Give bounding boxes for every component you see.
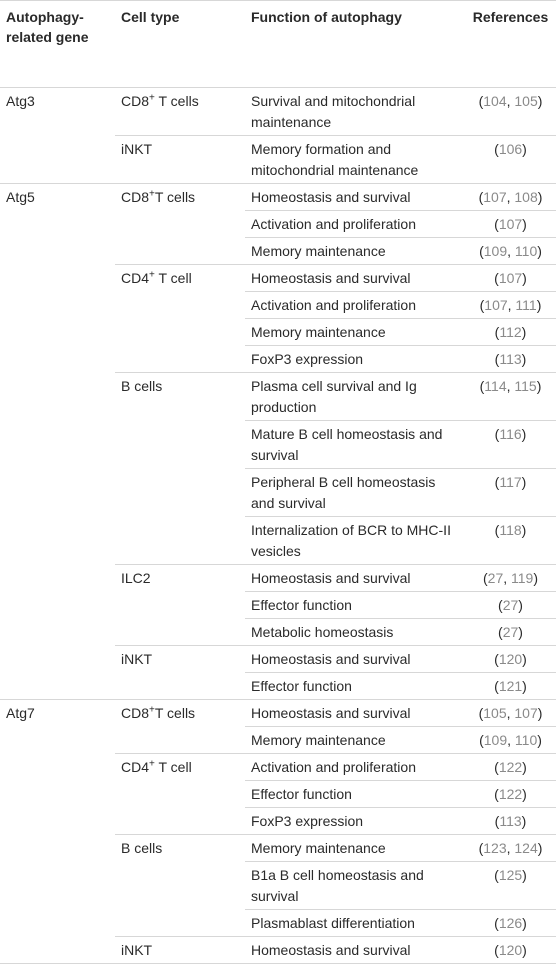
references-cell: (118): [465, 517, 556, 565]
function-cell: Homeostasis and survival: [245, 565, 465, 592]
function-cell: Memory maintenance: [245, 319, 465, 346]
superscript: +: [149, 188, 155, 200]
function-cell: Homeostasis and survival: [245, 184, 465, 211]
reference-link[interactable]: 107: [484, 297, 508, 313]
references-cell: (117): [465, 469, 556, 517]
references-cell: (105, 107): [465, 700, 556, 727]
references-cell: (113): [465, 808, 556, 835]
function-cell: FoxP3 expression: [245, 346, 465, 373]
table-body: [0, 88, 556, 964]
gene-cell: Atg3: [0, 88, 115, 184]
function-cell: FoxP3 expression: [245, 808, 465, 835]
function-cell: Memory maintenance: [245, 835, 465, 862]
references-cell: (125): [465, 862, 556, 910]
header-references: References: [465, 1, 556, 88]
cell-type-cell: B cells: [115, 373, 245, 565]
reference-link[interactable]: 122: [498, 786, 523, 802]
references-cell: (113): [465, 346, 556, 373]
reference-link[interactable]: 110: [514, 243, 538, 259]
table-row: [0, 88, 556, 136]
table-row: [0, 700, 556, 727]
cell-type-cell: B cells: [115, 835, 245, 937]
function-cell: Internalization of BCR to MHC-II vesicles: [245, 517, 465, 565]
reference-link[interactable]: 113: [499, 813, 522, 829]
references-cell: (27): [465, 619, 556, 646]
reference-link[interactable]: 107: [498, 216, 523, 232]
references-cell: (107): [465, 211, 556, 238]
function-cell: Effector function: [245, 592, 465, 619]
cell-type-cell: ILC2: [115, 565, 245, 646]
reference-link[interactable]: 121: [498, 678, 523, 694]
function-cell: Survival and mitochondrial maintenance: [245, 88, 465, 136]
reference-link[interactable]: 120: [498, 942, 523, 958]
references-cell: (27, 119): [465, 565, 556, 592]
gene-cell: Atg7: [0, 700, 115, 964]
function-cell: Metabolic homeostasis: [245, 619, 465, 646]
function-cell: Memory formation and mitochondrial maintenance: [245, 136, 465, 184]
function-cell: Homeostasis and survival: [245, 646, 465, 673]
cell-type-cell: iNKT: [115, 646, 245, 700]
header-function: Function of autophagy: [245, 1, 465, 88]
superscript: +: [149, 758, 155, 770]
references-cell: (104, 105): [465, 88, 556, 136]
references-cell: (122): [465, 781, 556, 808]
superscript: +: [149, 269, 155, 281]
function-cell: Mature B cell homeostasis and survival: [245, 421, 465, 469]
function-cell: Homeostasis and survival: [245, 265, 465, 292]
function-cell: Memory maintenance: [245, 727, 465, 754]
reference-link[interactable]: 126: [498, 915, 523, 931]
function-cell: B1a B cell homeostasis and survival: [245, 862, 465, 910]
references-cell: (109, 110): [465, 238, 556, 265]
references-cell: (120): [465, 646, 556, 673]
superscript: +: [149, 704, 155, 716]
cell-type-cell: CD4+ T cell: [115, 265, 245, 373]
function-cell: Activation and proliferation: [245, 754, 465, 781]
reference-link[interactable]: 112: [499, 324, 522, 340]
function-cell: Memory maintenance: [245, 238, 465, 265]
references-cell: (126): [465, 910, 556, 937]
function-cell: Plasmablast differentiation: [245, 910, 465, 937]
reference-link[interactable]: 119: [511, 570, 534, 586]
references-cell: (107, 108): [465, 184, 556, 211]
reference-link[interactable]: 115: [514, 378, 537, 394]
reference-link[interactable]: 105: [514, 93, 538, 109]
function-cell: Activation and proliferation: [245, 211, 465, 238]
cell-type-cell: CD8+ T cells: [115, 88, 245, 136]
reference-link[interactable]: 109: [483, 732, 508, 748]
cell-type-cell: CD8+T cells: [115, 184, 245, 265]
function-cell: Activation and proliferation: [245, 292, 465, 319]
cell-type-cell: iNKT: [115, 937, 245, 964]
gene-cell: Atg5: [0, 184, 115, 700]
reference-link[interactable]: 117: [499, 474, 522, 490]
references-cell: (107): [465, 265, 556, 292]
header-gene: Autophagy-related gene: [0, 1, 115, 88]
header-row: [0, 1, 556, 88]
cell-type-cell: iNKT: [115, 136, 245, 184]
reference-link[interactable]: 106: [498, 141, 523, 157]
reference-link[interactable]: 122: [498, 759, 523, 775]
header-cell-type: Cell type: [115, 1, 245, 88]
function-cell: Plasma cell survival and Ig production: [245, 373, 465, 421]
function-cell: Homeostasis and survival: [245, 700, 465, 727]
reference-link[interactable]: 111: [515, 297, 537, 313]
reference-link[interactable]: 124: [514, 840, 538, 856]
function-cell: Effector function: [245, 781, 465, 808]
references-cell: (112): [465, 319, 556, 346]
reference-link[interactable]: 107: [514, 705, 538, 721]
references-cell: (109, 110): [465, 727, 556, 754]
reference-link[interactable]: 123: [483, 840, 507, 856]
reference-link[interactable]: 120: [498, 651, 523, 667]
function-cell: Homeostasis and survival: [245, 937, 465, 964]
reference-link[interactable]: 109: [483, 243, 508, 259]
table-row: [0, 184, 556, 211]
references-cell: (107, 111): [465, 292, 556, 319]
references-cell: (120): [465, 937, 556, 964]
references-cell: (122): [465, 754, 556, 781]
function-cell: Peripheral B cell homeostasis and survival: [245, 469, 465, 517]
reference-link[interactable]: 125: [498, 867, 523, 883]
reference-link[interactable]: 104: [483, 93, 507, 109]
references-cell: (121): [465, 673, 556, 700]
function-cell: Effector function: [245, 673, 465, 700]
reference-link[interactable]: 113: [499, 351, 522, 367]
reference-link[interactable]: 118: [499, 522, 522, 538]
reference-link[interactable]: 110: [514, 732, 538, 748]
reference-link[interactable]: 107: [483, 189, 507, 205]
cell-type-cell: CD4+ T cell: [115, 754, 245, 835]
reference-link[interactable]: 27: [487, 570, 504, 586]
reference-link[interactable]: 27: [502, 597, 519, 613]
references-cell: (116): [465, 421, 556, 469]
reference-link[interactable]: 114: [484, 378, 507, 394]
references-cell: (106): [465, 136, 556, 184]
reference-link[interactable]: 116: [499, 426, 522, 442]
reference-link[interactable]: 107: [498, 270, 523, 286]
references-cell: (114, 115): [465, 373, 556, 421]
reference-link[interactable]: 27: [502, 624, 519, 640]
cell-type-cell: CD8+T cells: [115, 700, 245, 754]
reference-link[interactable]: 108: [514, 189, 538, 205]
references-cell: (27): [465, 592, 556, 619]
superscript: +: [149, 92, 155, 104]
reference-link[interactable]: 105: [483, 705, 507, 721]
references-cell: (123, 124): [465, 835, 556, 862]
